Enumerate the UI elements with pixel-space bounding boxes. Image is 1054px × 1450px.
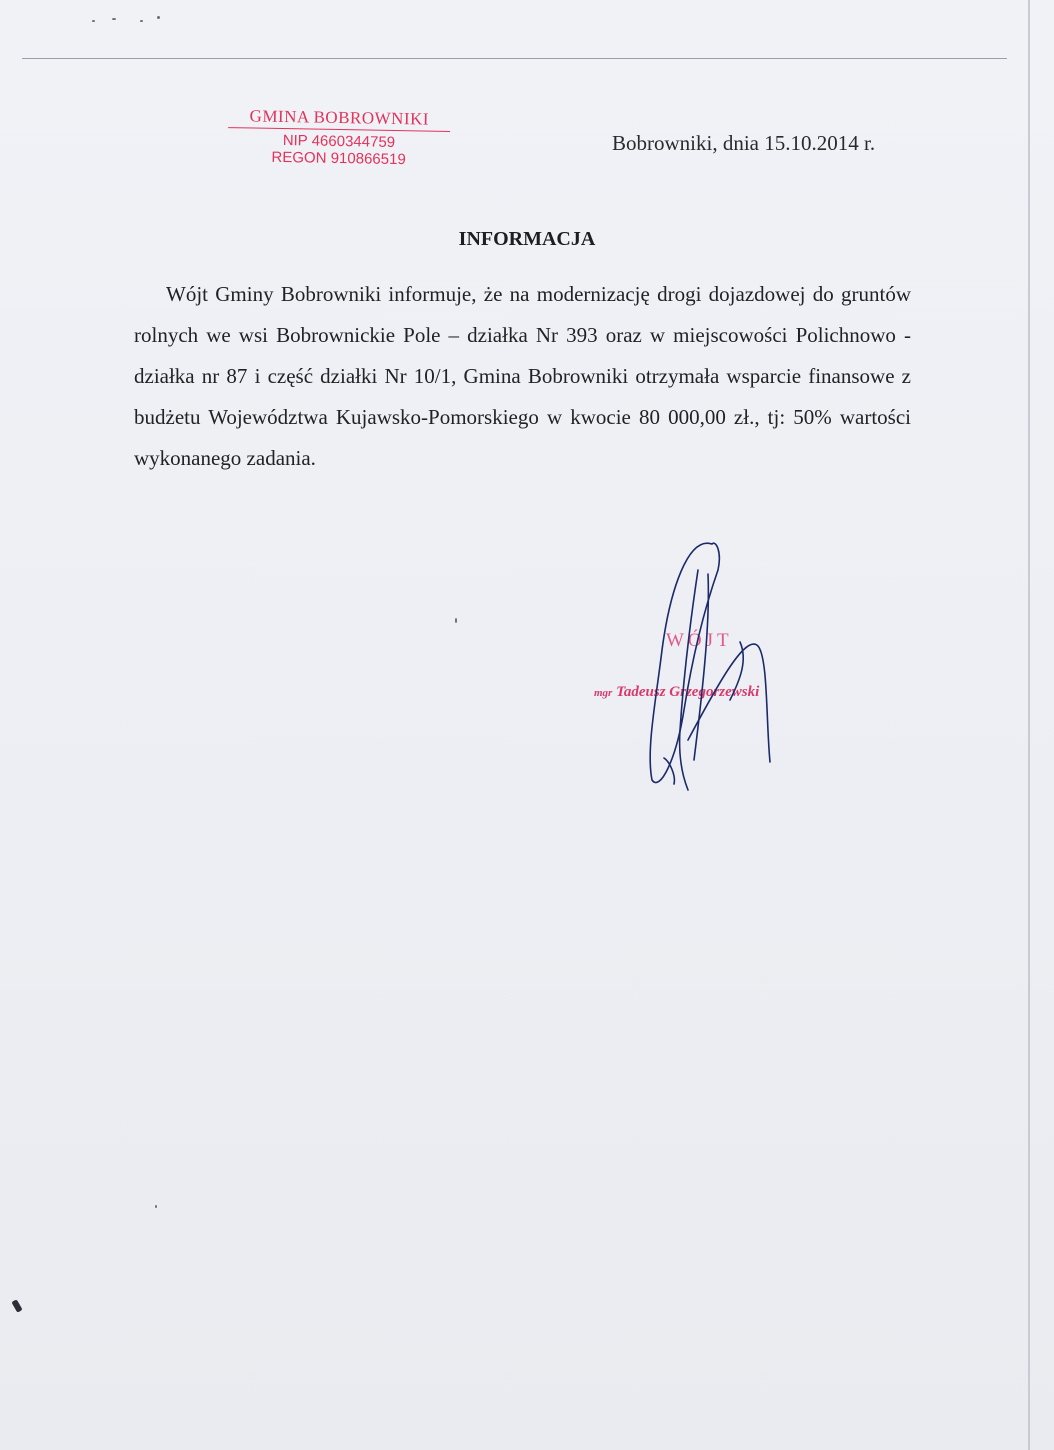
stamp-name: GMINA BOBROWNIKI — [228, 106, 450, 132]
scan-speck — [455, 618, 457, 623]
page-edge — [1028, 0, 1030, 1450]
official-prefix: mgr — [594, 687, 613, 699]
scan-speck — [11, 1299, 22, 1312]
official-name: Tadeusz Grzegorzewski — [616, 684, 760, 700]
scan-speck — [157, 16, 160, 19]
handwritten-signature — [580, 530, 840, 810]
document-date: Bobrowniki, dnia 15.10.2014 r. — [612, 131, 876, 155]
scan-speck — [140, 20, 143, 22]
scan-speck — [112, 18, 116, 20]
stamp-nip: NIP 4660344759 — [282, 132, 396, 151]
scan-speck — [92, 20, 95, 22]
signature-stamp-title: WÓJT — [666, 630, 733, 651]
municipality-stamp — [228, 106, 451, 169]
scan-speck — [155, 1205, 157, 1208]
signature-block — [580, 530, 840, 810]
document-title-text: INFORMACJA — [458, 228, 596, 250]
top-rule — [22, 58, 1007, 59]
stamp-regon: REGON 910866519 — [271, 148, 406, 169]
document-body: Wójt Gminy Bobrowniki informuje, że na modernizację drogi dojazdowej do gruntów rolnych we wsi Bobrownickie Pole – działka Nr 393 oraz w miejscowości Polichnowo - działka nr 87 i część działki Nr 10/1, Gmina Bobrowniki otrzymała wsparcie finansowe z budżetu Województwa Kujawsko-Pomorskiego w kwocie 80 000,00 zł., tj: 50% wartości wykonanego zadania. — [134, 282, 911, 470]
document-title — [0, 228, 1054, 251]
